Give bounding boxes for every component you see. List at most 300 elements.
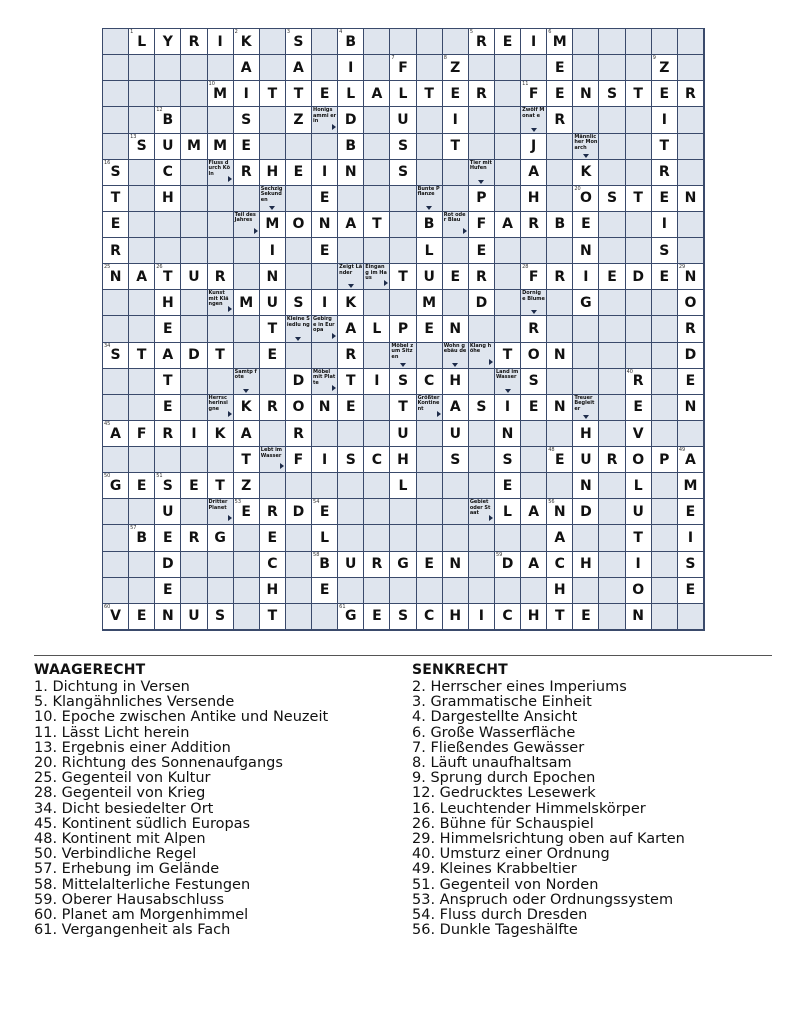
letter-cell[interactable]: [129, 604, 155, 630]
letter-cell[interactable]: [364, 369, 390, 395]
letter-cell[interactable]: [181, 473, 207, 499]
letter-cell[interactable]: [626, 552, 652, 578]
letter-cell[interactable]: [155, 578, 181, 604]
letter-cell[interactable]: [390, 447, 416, 473]
letter-cell[interactable]: [443, 369, 469, 395]
letter-cell[interactable]: [234, 395, 260, 421]
letter-cell[interactable]: [286, 421, 312, 447]
letter-cell[interactable]: [626, 447, 652, 473]
letter-cell[interactable]: [312, 290, 338, 316]
letter-cell[interactable]: [155, 134, 181, 160]
letter-cell[interactable]: [260, 160, 286, 186]
letter-cell[interactable]: [521, 395, 547, 421]
letter-cell[interactable]: [652, 186, 678, 212]
arrow-right-icon: [463, 228, 467, 234]
letter-cell[interactable]: [234, 473, 260, 499]
letter-cell[interactable]: [443, 421, 469, 447]
cell-letter: D: [292, 373, 305, 390]
letter-cell[interactable]: [129, 134, 155, 160]
letter-cell[interactable]: [495, 343, 521, 369]
letter-cell[interactable]: [626, 186, 652, 212]
letter-cell[interactable]: [286, 447, 312, 473]
letter-cell[interactable]: [495, 552, 521, 578]
letter-cell[interactable]: [547, 107, 573, 133]
letter-cell[interactable]: [443, 604, 469, 630]
letter-cell[interactable]: [338, 81, 364, 107]
letter-cell[interactable]: [338, 290, 364, 316]
letter-cell[interactable]: [678, 186, 704, 212]
letter-cell[interactable]: [260, 499, 286, 525]
letter-cell[interactable]: [443, 134, 469, 160]
clue-cell: [495, 369, 521, 395]
letter-cell[interactable]: [652, 160, 678, 186]
letter-cell[interactable]: [495, 604, 521, 630]
letter-cell[interactable]: [390, 107, 416, 133]
letter-cell[interactable]: [678, 447, 704, 473]
clue-item: 26. Bühne für Schauspiel: [412, 815, 594, 832]
empty-cell: [155, 238, 181, 264]
letter-cell[interactable]: [286, 29, 312, 55]
letter-cell[interactable]: [155, 186, 181, 212]
letter-cell[interactable]: [495, 212, 521, 238]
letter-cell[interactable]: [521, 343, 547, 369]
letter-cell[interactable]: [312, 552, 338, 578]
empty-cell: [103, 55, 129, 81]
cell-letter: R: [554, 111, 566, 128]
letter-cell[interactable]: [599, 186, 625, 212]
letter-cell[interactable]: [469, 395, 495, 421]
letter-cell[interactable]: [234, 447, 260, 473]
letter-cell[interactable]: [338, 55, 364, 81]
letter-cell[interactable]: [103, 343, 129, 369]
letter-cell[interactable]: [390, 552, 416, 578]
letter-cell[interactable]: [626, 473, 652, 499]
letter-cell[interactable]: [390, 369, 416, 395]
letter-cell[interactable]: [338, 107, 364, 133]
letter-cell[interactable]: [390, 55, 416, 81]
letter-cell[interactable]: [417, 552, 443, 578]
letter-cell[interactable]: [678, 499, 704, 525]
letter-cell[interactable]: [417, 238, 443, 264]
letter-cell[interactable]: [234, 81, 260, 107]
letter-cell[interactable]: [103, 421, 129, 447]
letter-cell[interactable]: [181, 343, 207, 369]
letter-cell[interactable]: [129, 473, 155, 499]
letter-cell[interactable]: [521, 212, 547, 238]
letter-cell[interactable]: [338, 343, 364, 369]
letter-cell[interactable]: [626, 499, 652, 525]
letter-cell[interactable]: [573, 81, 599, 107]
letter-cell[interactable]: [443, 107, 469, 133]
clue-number: 28: [522, 264, 529, 271]
letter-cell[interactable]: [678, 343, 704, 369]
letter-cell[interactable]: [155, 290, 181, 316]
letter-cell[interactable]: [469, 81, 495, 107]
letter-cell[interactable]: [103, 473, 129, 499]
letter-cell[interactable]: [547, 447, 573, 473]
letter-cell[interactable]: [521, 369, 547, 395]
letter-cell[interactable]: [338, 552, 364, 578]
letter-cell[interactable]: [155, 107, 181, 133]
letter-cell[interactable]: [599, 264, 625, 290]
letter-cell[interactable]: [260, 395, 286, 421]
letter-cell[interactable]: [547, 212, 573, 238]
cell-letter: I: [504, 399, 511, 416]
letter-cell[interactable]: [678, 525, 704, 551]
letter-cell[interactable]: [338, 316, 364, 342]
letter-cell[interactable]: [338, 212, 364, 238]
empty-cell: [495, 55, 521, 81]
letter-cell[interactable]: [443, 552, 469, 578]
letter-cell[interactable]: [573, 212, 599, 238]
cell-letter: M: [213, 138, 228, 155]
letter-cell[interactable]: [390, 134, 416, 160]
letter-cell[interactable]: [417, 212, 443, 238]
empty-cell: [103, 290, 129, 316]
letter-cell[interactable]: [573, 160, 599, 186]
letter-cell[interactable]: [260, 264, 286, 290]
letter-cell[interactable]: [652, 55, 678, 81]
letter-cell[interactable]: [155, 395, 181, 421]
letter-cell[interactable]: [390, 395, 416, 421]
letter-cell[interactable]: [573, 499, 599, 525]
letter-cell[interactable]: [103, 160, 129, 186]
letter-cell[interactable]: [390, 316, 416, 342]
letter-cell[interactable]: [547, 604, 573, 630]
letter-cell[interactable]: [234, 160, 260, 186]
letter-cell[interactable]: [338, 134, 364, 160]
letter-cell[interactable]: [678, 473, 704, 499]
letter-cell[interactable]: [129, 264, 155, 290]
cell-letter: D: [188, 347, 200, 364]
letter-cell[interactable]: [521, 499, 547, 525]
letter-cell[interactable]: [312, 81, 338, 107]
letter-cell[interactable]: [208, 343, 234, 369]
letter-cell[interactable]: [234, 290, 260, 316]
cell-letter: T: [554, 608, 565, 625]
letter-cell[interactable]: [286, 499, 312, 525]
letter-cell[interactable]: [234, 29, 260, 55]
empty-cell: [103, 525, 129, 551]
letter-cell[interactable]: [155, 316, 181, 342]
letter-cell[interactable]: [495, 499, 521, 525]
letter-cell[interactable]: [626, 604, 652, 630]
letter-cell[interactable]: [338, 369, 364, 395]
letter-cell[interactable]: [573, 264, 599, 290]
letter-cell[interactable]: [521, 264, 547, 290]
letter-cell[interactable]: [678, 316, 704, 342]
letter-cell[interactable]: [312, 525, 338, 551]
letter-cell[interactable]: [626, 81, 652, 107]
letter-cell[interactable]: [312, 395, 338, 421]
letter-cell[interactable]: [573, 421, 599, 447]
letter-cell[interactable]: [678, 81, 704, 107]
letter-cell[interactable]: [286, 107, 312, 133]
letter-cell[interactable]: [390, 81, 416, 107]
letter-cell[interactable]: [364, 447, 390, 473]
letter-cell[interactable]: [652, 212, 678, 238]
letter-cell[interactable]: [417, 290, 443, 316]
letter-cell[interactable]: [547, 499, 573, 525]
empty-cell: [286, 186, 312, 212]
letter-cell[interactable]: [417, 369, 443, 395]
letter-cell[interactable]: [521, 160, 547, 186]
letter-cell[interactable]: [521, 134, 547, 160]
letter-cell[interactable]: [495, 29, 521, 55]
letter-cell[interactable]: [364, 552, 390, 578]
empty-cell: [364, 107, 390, 133]
letter-cell[interactable]: [181, 29, 207, 55]
letter-cell[interactable]: [181, 264, 207, 290]
letter-cell[interactable]: [208, 134, 234, 160]
letter-cell[interactable]: [338, 29, 364, 55]
letter-cell[interactable]: [181, 421, 207, 447]
letter-cell[interactable]: [573, 447, 599, 473]
letter-cell[interactable]: [521, 29, 547, 55]
letter-cell[interactable]: [129, 29, 155, 55]
letter-cell[interactable]: [260, 578, 286, 604]
letter-cell[interactable]: [234, 55, 260, 81]
letter-cell[interactable]: [103, 212, 129, 238]
letter-cell[interactable]: [573, 604, 599, 630]
cell-letter: L: [503, 503, 512, 520]
letter-cell[interactable]: [678, 264, 704, 290]
empty-cell: [599, 55, 625, 81]
letter-cell[interactable]: [260, 552, 286, 578]
cell-letter: E: [241, 503, 251, 520]
letter-cell[interactable]: [547, 81, 573, 107]
letter-cell[interactable]: [678, 552, 704, 578]
letter-cell[interactable]: [260, 212, 286, 238]
letter-cell[interactable]: [312, 578, 338, 604]
letter-cell[interactable]: [390, 264, 416, 290]
letter-cell[interactable]: [208, 604, 234, 630]
letter-cell[interactable]: [155, 499, 181, 525]
letter-cell[interactable]: [547, 55, 573, 81]
letter-cell[interactable]: [208, 81, 234, 107]
letter-cell[interactable]: [234, 134, 260, 160]
clue-item: 9. Sprung durch Epochen: [412, 770, 596, 787]
clue-cell: [417, 395, 443, 421]
arrow-down-icon: [583, 415, 589, 419]
letter-cell[interactable]: [652, 447, 678, 473]
letter-cell[interactable]: [129, 421, 155, 447]
letter-cell[interactable]: [208, 264, 234, 290]
letter-cell[interactable]: [338, 604, 364, 630]
letter-cell[interactable]: [181, 525, 207, 551]
cell-letter: E: [189, 477, 199, 494]
cell-letter: S: [241, 111, 252, 128]
letter-cell[interactable]: [469, 290, 495, 316]
letter-cell[interactable]: [678, 290, 704, 316]
letter-cell[interactable]: [390, 473, 416, 499]
letter-cell[interactable]: [286, 212, 312, 238]
letter-cell[interactable]: [338, 447, 364, 473]
letter-cell[interactable]: [155, 264, 181, 290]
letter-cell[interactable]: [547, 395, 573, 421]
letter-cell[interactable]: [364, 604, 390, 630]
cell-letter: S: [397, 164, 409, 181]
letter-cell[interactable]: [312, 160, 338, 186]
letter-cell[interactable]: [103, 186, 129, 212]
empty-cell: [521, 238, 547, 264]
letter-cell[interactable]: [234, 107, 260, 133]
letter-cell[interactable]: [495, 395, 521, 421]
letter-cell[interactable]: [155, 369, 181, 395]
letter-cell[interactable]: [208, 29, 234, 55]
empty-cell: [417, 421, 443, 447]
letter-cell[interactable]: [547, 525, 573, 551]
letter-cell[interactable]: [626, 525, 652, 551]
letter-cell[interactable]: [260, 81, 286, 107]
letter-cell[interactable]: [443, 316, 469, 342]
letter-cell[interactable]: [155, 421, 181, 447]
letter-cell[interactable]: [652, 264, 678, 290]
letter-cell[interactable]: [312, 447, 338, 473]
letter-cell[interactable]: [260, 525, 286, 551]
letter-cell[interactable]: [260, 316, 286, 342]
letter-cell[interactable]: [495, 421, 521, 447]
letter-cell[interactable]: [573, 552, 599, 578]
letter-cell[interactable]: [390, 604, 416, 630]
letter-cell[interactable]: [234, 499, 260, 525]
letter-cell[interactable]: [573, 186, 599, 212]
letter-cell[interactable]: [260, 290, 286, 316]
letter-cell[interactable]: [364, 316, 390, 342]
letter-cell[interactable]: [312, 499, 338, 525]
letter-cell[interactable]: [155, 525, 181, 551]
letter-cell[interactable]: [626, 395, 652, 421]
letter-cell[interactable]: [626, 578, 652, 604]
letter-cell[interactable]: [417, 604, 443, 630]
letter-cell[interactable]: [521, 186, 547, 212]
cell-letter: I: [217, 33, 223, 50]
letter-cell[interactable]: [364, 212, 390, 238]
letter-cell[interactable]: [286, 395, 312, 421]
cell-letter: I: [478, 608, 484, 625]
letter-cell[interactable]: [469, 212, 495, 238]
letter-cell[interactable]: [129, 343, 155, 369]
letter-cell[interactable]: [521, 81, 547, 107]
letter-cell[interactable]: [626, 369, 652, 395]
letter-cell[interactable]: [208, 473, 234, 499]
letter-cell[interactable]: [469, 186, 495, 212]
letter-cell[interactable]: [599, 447, 625, 473]
letter-cell[interactable]: [521, 604, 547, 630]
letter-cell[interactable]: [678, 395, 704, 421]
letter-cell[interactable]: [443, 447, 469, 473]
letter-cell[interactable]: [443, 55, 469, 81]
letter-cell[interactable]: [652, 107, 678, 133]
letter-cell[interactable]: [260, 238, 286, 264]
letter-cell[interactable]: [678, 578, 704, 604]
letter-cell[interactable]: [547, 343, 573, 369]
letter-cell[interactable]: [312, 186, 338, 212]
letter-cell[interactable]: [338, 160, 364, 186]
letter-cell[interactable]: [573, 290, 599, 316]
letter-cell[interactable]: [469, 29, 495, 55]
clue-item: 12. Gedrucktes Lesewerk: [412, 785, 596, 802]
letter-cell[interactable]: [547, 264, 573, 290]
letter-cell[interactable]: [521, 552, 547, 578]
empty-cell: [469, 421, 495, 447]
letter-cell[interactable]: [129, 525, 155, 551]
letter-cell[interactable]: [181, 604, 207, 630]
letter-cell[interactable]: [234, 421, 260, 447]
letter-cell[interactable]: [547, 578, 573, 604]
cell-letter: E: [163, 399, 173, 416]
letter-cell[interactable]: [155, 552, 181, 578]
cell-letter: A: [162, 347, 174, 364]
cell-letter: T: [267, 608, 278, 625]
letter-cell[interactable]: [208, 421, 234, 447]
clue-text: Gebiet oder Staat: [469, 499, 491, 517]
empty-cell: [208, 578, 234, 604]
letter-cell[interactable]: [547, 29, 573, 55]
letter-cell[interactable]: [103, 264, 129, 290]
letter-cell[interactable]: [678, 369, 704, 395]
letter-cell[interactable]: [286, 160, 312, 186]
letter-cell[interactable]: [390, 421, 416, 447]
letter-cell[interactable]: [312, 238, 338, 264]
letter-cell[interactable]: [155, 604, 181, 630]
letter-cell[interactable]: [286, 55, 312, 81]
letter-cell[interactable]: [626, 421, 652, 447]
letter-cell[interactable]: [338, 395, 364, 421]
letter-cell[interactable]: [443, 81, 469, 107]
letter-cell[interactable]: [181, 134, 207, 160]
letter-cell[interactable]: [652, 238, 678, 264]
empty-cell: [678, 134, 704, 160]
letter-cell[interactable]: [260, 604, 286, 630]
letter-cell[interactable]: [573, 473, 599, 499]
letter-cell[interactable]: [286, 369, 312, 395]
letter-cell[interactable]: [469, 264, 495, 290]
letter-cell[interactable]: [652, 81, 678, 107]
letter-cell[interactable]: [286, 81, 312, 107]
letter-cell[interactable]: [469, 604, 495, 630]
letter-cell[interactable]: [312, 212, 338, 238]
letter-cell[interactable]: [652, 134, 678, 160]
letter-cell[interactable]: [417, 264, 443, 290]
letter-cell[interactable]: [155, 473, 181, 499]
letter-cell[interactable]: [599, 81, 625, 107]
letter-cell[interactable]: [364, 81, 390, 107]
letter-cell[interactable]: [521, 316, 547, 342]
letter-cell[interactable]: [155, 160, 181, 186]
clue-cell: [573, 395, 599, 421]
letter-cell[interactable]: [208, 525, 234, 551]
letter-cell[interactable]: [495, 473, 521, 499]
letter-cell[interactable]: [626, 264, 652, 290]
letter-cell[interactable]: [443, 264, 469, 290]
letter-cell[interactable]: [417, 316, 443, 342]
letter-cell[interactable]: [573, 238, 599, 264]
letter-cell[interactable]: [443, 395, 469, 421]
letter-cell[interactable]: [495, 447, 521, 473]
letter-cell[interactable]: [417, 81, 443, 107]
letter-cell[interactable]: [260, 343, 286, 369]
letter-cell[interactable]: [547, 552, 573, 578]
letter-cell[interactable]: [469, 238, 495, 264]
letter-cell[interactable]: [286, 290, 312, 316]
letter-cell[interactable]: [155, 29, 181, 55]
letter-cell[interactable]: [155, 343, 181, 369]
letter-cell[interactable]: [390, 160, 416, 186]
letter-cell[interactable]: [103, 604, 129, 630]
letter-cell[interactable]: [103, 238, 129, 264]
clue-cell: [573, 134, 599, 160]
